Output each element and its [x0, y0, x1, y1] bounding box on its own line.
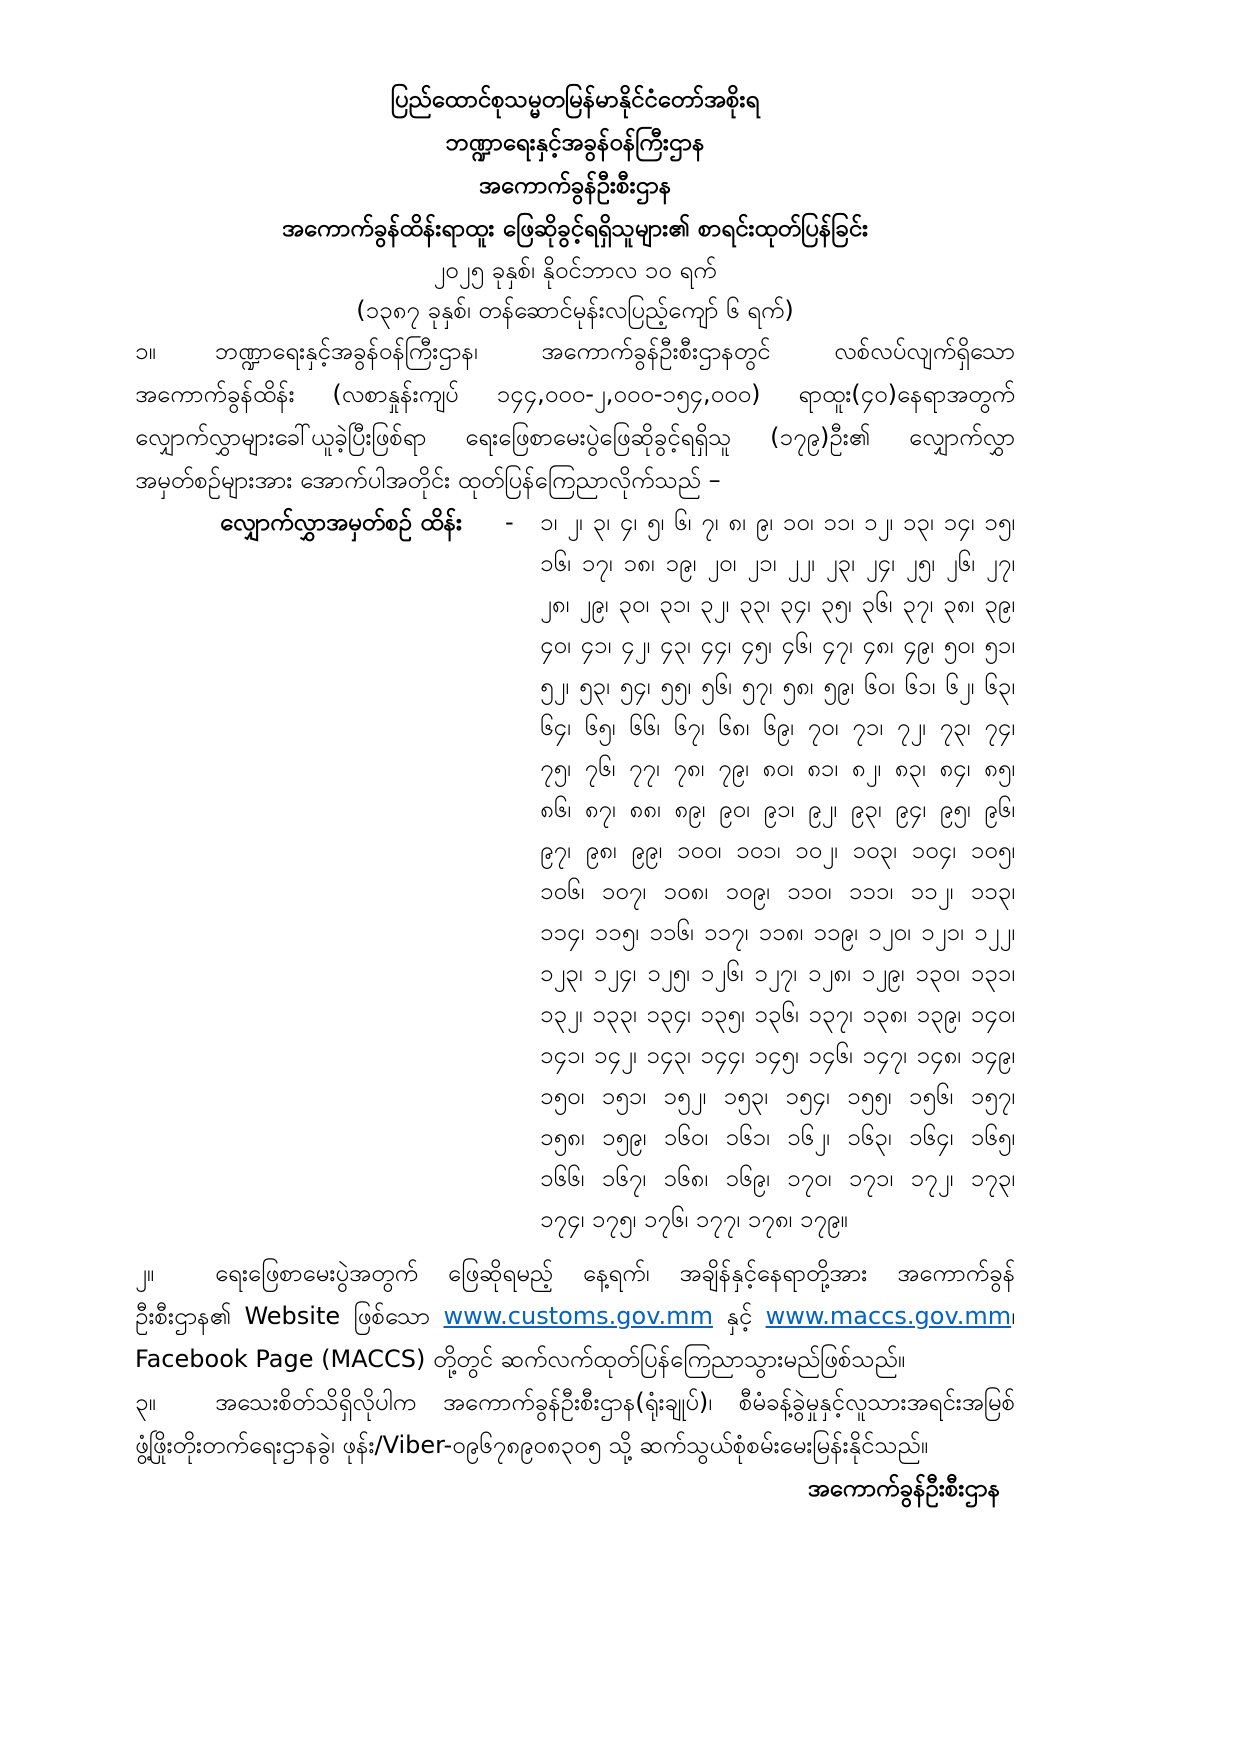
paragraph-1-line: လျှောက်လွှာများခေါ်ယူခဲ့ပြီးဖြစ်ရာ ရေးဖြေစာမေးပွဲဖြေဆိုခွင့်ရရှိသူ (၁၇၉)ဦး၏ လျှောက်လွှာ: [135, 423, 1015, 451]
application-number-line: ၁၀၆၊ ၁၀၇၊ ၁၀၈၊ ၁၀၉၊ ၁၁၀၊ ၁၁၁၊ ၁၁၂၊ ၁၁၃၊: [540, 877, 1015, 905]
myanmar-calendar-date: (၁၃၈၇ ခုနှစ်၊ တန်ဆောင်မုန်းလပြည့်ကျော် ၆ ရက်): [356, 296, 794, 324]
paragraph-1-line: အကောက်ခွန်ထိန်း (လစာနှုန်းကျပ် ၁၄၄,၀၀၀-၂,၀၀၀-၁၅၄,၀၀၀) ရာထူး(၄၀)နေရာအတွက်: [135, 380, 1015, 408]
ministry-title: ဘဏ္ဍာရေးနှင့်အခွန်ဝန်ကြီးဌာန: [445, 128, 705, 156]
application-number-line: ၁၇၄၊ ၁၇၅၊ ၁၇၆၊ ၁၇၇၊ ၁၇၈၊ ၁၇၉။: [540, 1205, 848, 1233]
application-number-line: ၆၄၊ ၆၅၊ ၆၆၊ ၆၇၊ ၆၈၊ ၆၉၊ ၇၀၊ ၇၁၊ ၇၂၊ ၇၃၊ ၇၄၊: [540, 713, 1015, 741]
application-number-line: ၁၆၊ ၁၇၊ ၁၈၊ ၁၉၊ ၂၀၊ ၂၁၊ ၂၂၊ ၂၃၊ ၂၄၊ ၂၅၊ ၂၆၊ ၂၇၊: [540, 549, 1015, 577]
application-number-line: ၄၀၊ ၄၁၊ ၄၂၊ ၄၃၊ ၄၄၊ ၄၅၊ ၄၆၊ ၄၇၊ ၄၈၊ ၄၉၊ ၅၀၊ ၅၁၊: [540, 631, 1015, 659]
paragraph-3-line: ဖွံ့ဖြိုးတိုးတက်ရေးဌာနခွဲ၊ ဖုန်း/Viber-၀၉၆၇၈၉၀၈၃၀၅ သို့ ဆက်သွယ်စုံစမ်းမေးမြန်းနိုင်သည်။: [135, 1431, 929, 1459]
announcement-title: အကောက်ခွန်ထိန်းရာထူး ဖြေဆိုခွင့်ရရှိသူများ၏ စာရင်းထုတ်ပြန်ခြင်း: [281, 214, 869, 242]
application-number-lines: [540, 502, 1015, 1240]
application-number-line: ၇၅၊ ၇၆၊ ၇၇၊ ၇၈၊ ၇၉၊ ၈၀၊ ၈၁၊ ၈၂၊ ၈၃၊ ၈၄၊ ၈၅၊: [540, 754, 1015, 782]
announcement-date: ၂၀၂၅ ခုနှစ်၊ နိုဝင်ဘာလ ၁၀ ရက်: [433, 256, 717, 284]
application-number-list: [135, 502, 1015, 1240]
paragraph-2: [135, 1252, 1015, 1381]
separator-text: ၊: [1011, 1302, 1015, 1330]
paragraph-1: [135, 330, 1015, 502]
application-number-line: ၁၂၃၊ ၁၂၄၊ ၁၂၅၊ ၁၂၆၊ ၁၂၇၊ ၁၂၈၊ ၁၂၉၊ ၁၃၀၊ ၁၃၁၊: [540, 959, 1015, 987]
paragraph-3-line: အသေးစိတ်သိရှိလိုပါက အကောက်ခွန်ဦးစီးဌာန(ရုံးချုပ်)၊ စီမံခန့်ခွဲမှုနှင့်လူသားအရင်းအမြစ်: [215, 1388, 1015, 1416]
application-number-line: ၁၅၀၊ ၁၅၁၊ ၁၅၂၊ ၁၅၃၊ ၁၅၄၊ ၁၅၅၊ ၁၅၆၊ ၁၅၇၊: [540, 1082, 1015, 1110]
paragraph-3: [135, 1381, 1015, 1467]
application-number-line: ၁၅၈၊ ၁၅၉၊ ၁၆၀၊ ၁၆၁၊ ၁၆၂၊ ၁၆၃၊ ၁၆၄၊ ၁၆၅၊: [540, 1123, 1015, 1151]
document-content: [135, 78, 1015, 1510]
maccs-website-link[interactable]: www.maccs.gov.mm: [765, 1302, 1012, 1330]
paragraph-2-first-line: [135, 1252, 1015, 1295]
paragraph-1-line: အမှတ်စဉ်များအား အောက်ပါအတိုင်း ထုတ်ပြန်ကြေညာလိုက်သည် –: [135, 466, 721, 494]
application-number-line: ၁၆၆၊ ၁၆၇၊ ၁၆၈၊ ၁၆၉၊ ၁၇၀၊ ၁၇၁၊ ၁၇၂၊ ၁၇၃၊: [540, 1164, 1015, 1192]
department-title: အကောက်ခွန်ဦးစီးဌာန: [478, 171, 672, 199]
paragraph-2-line: [135, 1295, 1015, 1338]
application-number-line: ၅၂၊ ၅၃၊ ၅၄၊ ၅၅၊ ၅၆၊ ၅၇၊ ၅၈၊ ၅၉၊ ၆၀၊ ၆၁၊ ၆၂၊ ၆၃၊: [540, 672, 1015, 700]
paragraph-2-number: ၂။: [135, 1259, 155, 1287]
paragraph-1-first-line: [135, 330, 1015, 373]
application-number-line: ၉၇၊ ၉၈၊ ၉၉၊ ၁၀၀၊ ၁၀၁၊ ၁၀၂၊ ၁၀၃၊ ၁၀၄၊ ၁၀၅၊: [540, 836, 1015, 864]
list-label: လျှောက်လွှာအမှတ်စဉ် ထိန်း: [220, 508, 462, 536]
website-intro-text: ဦးစီးဌာန၏ Website ဖြစ်သော: [135, 1302, 430, 1330]
application-number-line: ၁၃၂၊ ၁၃၃၊ ၁၃၄၊ ၁၃၅၊ ၁၃၆၊ ၁၃၇၊ ၁၃၈၊ ၁၃၉၊ ၁၄၀၊: [540, 1000, 1015, 1028]
application-number-line: ၈၆၊ ၈၇၊ ၈၈၊ ၈၉၊ ၉၀၊ ၉၁၊ ၉၂၊ ၉၃၊ ၉၄၊ ၉၅၊ ၉၆၊: [540, 795, 1015, 823]
conjunction-text: နှင့်: [726, 1302, 753, 1330]
application-number-line: ၁၊ ၂၊ ၃၊ ၄၊ ၅၊ ၆၊ ၇၊ ၈၊ ၉၊ ၁၀၊ ၁၁၊ ၁၂၊ ၁၃၊ ၁၄၊ ၁၅၊: [540, 508, 1015, 536]
paragraph-1-number: ၁။: [135, 337, 156, 365]
application-number-line: ၁၁၄၊ ၁၁၅၊ ၁၁၆၊ ၁၁၇၊ ၁၁၈၊ ၁၁၉၊ ၁၂၀၊ ၁၂၁၊ ၁၂၂၊: [540, 918, 1015, 946]
paragraph-1-line: ဘဏ္ဍာရေးနှင့်အခွန်ဝန်ကြီးဌာန၊ အကောက်ခွန်ဦးစီးဌာနတွင် လစ်လပ်လျက်ရှိသော: [215, 337, 1015, 365]
application-number-line: ၁၄၁၊ ၁၄၂၊ ၁၄၃၊ ၁၄၄၊ ၁၄၅၊ ၁၄၆၊ ၁၄၇၊ ၁၄၈၊ ၁၄၉၊: [540, 1041, 1015, 1069]
list-dash: -: [505, 508, 514, 536]
paragraph-3-number: ၃။: [135, 1388, 156, 1416]
paragraph-2-line: Facebook Page (MACCS) တို့တွင် ဆက်လက်ထုတ်ပြန်ကြေညာသွားမည်ဖြစ်သည်။: [135, 1345, 906, 1373]
government-title: ပြည်ထောင်စုသမ္မတမြန်မာနိုင်ငံတော်အစိုးရ: [390, 85, 760, 113]
application-number-line: ၂၈၊ ၂၉၊ ၃၀၊ ၃၁၊ ၃၂၊ ၃၃၊ ၃၄၊ ၃၅၊ ၃၆၊ ၃၇၊ ၃၈၊ ၃၉၊: [540, 590, 1015, 618]
customs-website-link[interactable]: www.customs.gov.mm: [443, 1302, 713, 1330]
paragraph-3-first-line: [135, 1381, 1015, 1424]
signature-department: အကောက်ခွန်ဦးစီးဌာန: [807, 1474, 1000, 1502]
paragraph-2-line: ရေးဖြေစာမေးပွဲအတွက် ဖြေဆိုရမည့် နေ့ရက်၊ အချိန်နှင့်နေရာတို့အား အကောက်ခွန်: [215, 1259, 1015, 1287]
